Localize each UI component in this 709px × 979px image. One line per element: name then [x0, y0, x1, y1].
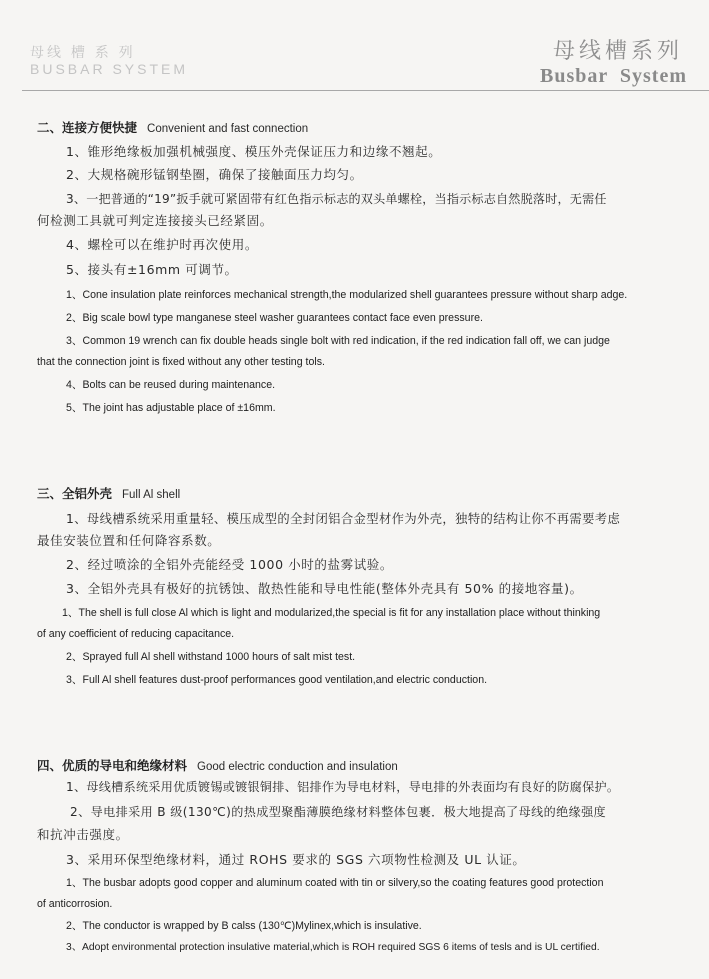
section-3-heading-en: Full Al shell [122, 489, 181, 501]
section-4-line-3: 和抗冲击强度。 [37, 827, 129, 842]
faint-header-text [30, 44, 188, 78]
section-2-heading-cn: 二、连接方便快捷 [37, 120, 138, 135]
section-2-line-3: 3、一把普通的“19”扳手就可紧固带有红色指示标志的双头单螺栓，当指示标志自然脱落时，无需任 [66, 192, 607, 206]
section-2-en-line-6: 5、The joint has adjustable place of ±16mm. [66, 402, 276, 414]
section-4-heading [37, 757, 398, 776]
section-2-line-6: 5、接头有±16mm 可调节。 [66, 262, 238, 277]
section-2-line-1: 1、锥形绝缘板加强机械强度、模压外壳保证压力和边缘不翘起。 [66, 144, 442, 159]
brand-title-en: Busbar System [540, 65, 687, 87]
section-2-line-2: 2、大规格碗形锰钢垫圈，确保了接触面压力均匀。 [66, 167, 363, 182]
section-2-heading-en: Convenient and fast connection [147, 123, 309, 135]
section-2-en-line-5: 4、Bolts can be reused during maintenance. [66, 379, 276, 391]
section-3-en-line-4: 3、Full Al shell features dust-proof performances good ventilation,and electric conduction. [66, 674, 488, 686]
section-4-heading-en: Good electric conduction and insulation [197, 761, 398, 773]
section-4-line-4: 3、采用环保型绝缘材料，通过 ROHS 要求的 SGS 六项物性检测及 UL 认证。 [66, 852, 526, 867]
section-4-heading-cn: 四、优质的导电和绝缘材料 [37, 758, 188, 773]
section-4-line-1: 1、母线槽系统采用优质镀锡或镀银铜排、铝排作为导电材料，导电排的外表面均有良好的防腐保护。 [66, 780, 620, 794]
section-3-line-3: 2、经过喷涂的全铝外壳能经受 1000 小时的盐雾试验。 [66, 557, 394, 572]
section-2-en-line-4: that the connection joint is fixed without any other testing tols. [37, 356, 325, 368]
section-2-line-5: 4、螺栓可以在维护时再次使用。 [66, 237, 258, 252]
section-4-en-line-3: 2、The conductor is wrapped by B calss (130℃)Mylinex,which is insulative. [66, 920, 422, 932]
section-3-line-4: 3、全铝外壳具有极好的抗锈蚀、散热性能和导电性能(整体外壳具有 50% 的接地容量)。 [66, 581, 583, 596]
section-2-heading [37, 119, 308, 138]
section-2-line-4: 何检测工具就可判定连接接头已经紧固。 [37, 213, 273, 228]
section-3-en-line-3: 2、Sprayed full Al shell withstand 1000 hours of salt mist test. [66, 651, 356, 663]
section-3-line-1: 1、母线槽系统采用重量轻、模压成型的全封闭铝合金型材作为外壳，独特的结构让你不再需要考虑 [66, 512, 621, 526]
faint-header-line-2: BUSBAR SYSTEM [30, 61, 189, 77]
section-4-en-line-1: 1、The busbar adopts good copper and aluminum coated with tin or silvery,so the coating features good protection [66, 877, 604, 889]
section-4-en-line-2: of anticorrosion. [37, 898, 113, 910]
section-4-en-line-4: 3、Adopt environmental protection insulative material,which is ROH required SGS 6 items of tesls and is UL certified. [66, 942, 600, 953]
section-3-heading-cn: 三、全铝外壳 [37, 486, 113, 501]
brand-title-cn: 母线槽系列 [552, 39, 683, 64]
section-3-en-line-2: of any coefficient of reducing capacitance. [37, 628, 235, 640]
section-2-en-line-1: 1、Cone insulation plate reinforces mechanical strength,the modularized shell guarantees pressure without sharp adge. [66, 289, 628, 301]
section-2-en-line-2: 2、Big scale bowl type manganese steel washer guarantees contact face even pressure. [66, 312, 483, 324]
header-divider [22, 90, 709, 91]
faint-header-line-1: 母线 槽 系 列 [30, 44, 136, 60]
section-3-en-line-1: 1、The shell is full close Al which is light and modularized,the special is fit for any installation place without thinking [62, 607, 601, 619]
section-3-line-2: 最佳安装位置和任何降容系数。 [37, 533, 221, 548]
section-3-heading [37, 485, 180, 504]
section-2-en-line-3: 3、Common 19 wrench can fix double heads single bolt with red indication, if the red indication fall off, we can judge [66, 335, 610, 347]
section-4-line-2: 2、导电排采用 B 级(130℃)的热成型聚酯薄膜绝缘材料整体包裹．极大地提高了母线的绝缘强度 [70, 805, 607, 819]
